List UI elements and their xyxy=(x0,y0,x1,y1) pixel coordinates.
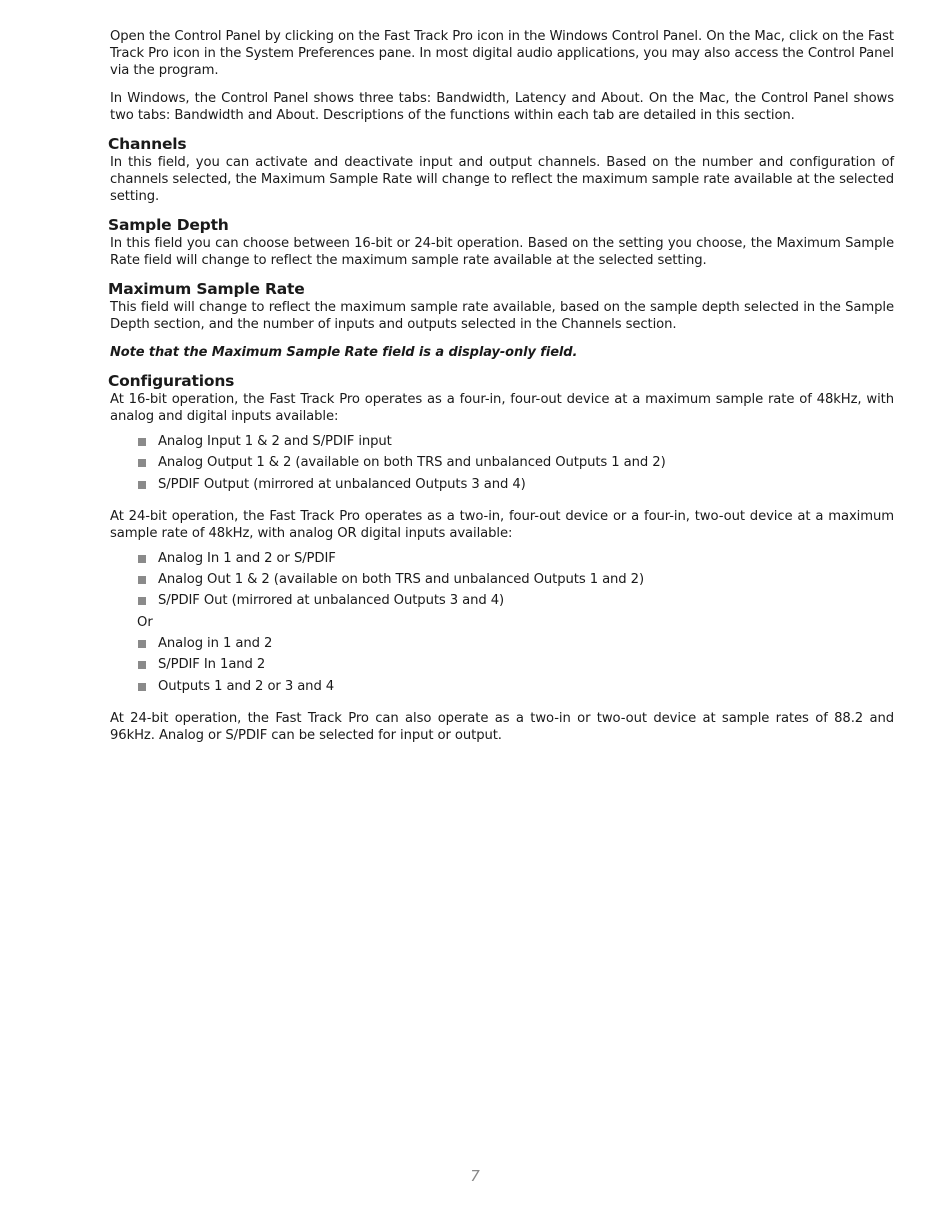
configurations-16bit-body: At 16-bit operation, the Fast Track Pro operates as a four-in, four-out device at a maximum sample rate of 48kHz, with analog and digital inputs available: xyxy=(110,392,894,424)
square-bullet-icon xyxy=(138,438,146,446)
list-item xyxy=(138,633,894,654)
list-24bit-b xyxy=(110,633,894,697)
list-item-text: Analog Output 1 & 2 (available on both TRS and unbalanced Outputs 1 and 2) xyxy=(158,455,666,471)
max-sample-rate-heading: Maximum Sample Rate xyxy=(108,280,305,298)
page-number: 7 xyxy=(470,1167,480,1185)
sample-depth-heading: Sample Depth xyxy=(108,216,229,234)
list-item-text: Outputs 1 and 2 or 3 and 4 xyxy=(158,678,335,694)
list-item-text: S/PDIF In 1and 2 xyxy=(158,657,266,673)
list-item-text: S/PDIF Out (mirrored at unbalanced Outputs 3 and 4) xyxy=(158,593,505,609)
list-item xyxy=(138,676,894,697)
page-content xyxy=(110,28,894,744)
configurations-high-rate-body: At 24-bit operation, the Fast Track Pro can also operate as a two-in or two-out device at sample rates of 88.2 and 96kHz. Analog or S/PDIF can be selected for input or output. xyxy=(110,710,894,743)
square-bullet-icon xyxy=(138,597,146,605)
square-bullet-icon xyxy=(138,640,146,648)
display-only-note: Note that the Maximum Sample Rate field is a display-only field. xyxy=(110,345,578,360)
list-16bit-block xyxy=(110,431,894,495)
list-16bit xyxy=(110,431,894,495)
configurations-24bit-body: At 24-bit operation, the Fast Track Pro operates as a two-in, four-out device or a four-in, two-out device at a maximum sample rate of 48kHz, with analog OR digital inputs available: xyxy=(110,508,894,541)
sample-depth-body: In this field you can choose between 16-bit or 24-bit operation. Based on the setting you choose, the Maximum Sample Rate field will change to reflect the maximum sample rate available at the selected setting. xyxy=(110,236,894,268)
list-item xyxy=(138,654,894,675)
list-item-text: Analog Out 1 & 2 (available on both TRS and unbalanced Outputs 1 and 2) xyxy=(158,572,645,588)
square-bullet-icon xyxy=(138,683,146,691)
configurations-heading: Configurations xyxy=(108,372,235,390)
intro-paragraph-2: In Windows, the Control Panel shows three tabs: Bandwidth, Latency and About. On the Mac, the Control Panel shows two tabs: Bandwidth and About. Descriptions of the functions within each tab are detailed in this section. xyxy=(110,91,894,123)
list-item xyxy=(138,474,894,495)
square-bullet-icon xyxy=(138,661,146,669)
list-item xyxy=(138,548,894,569)
list-24bit-block xyxy=(110,548,894,697)
list-24bit-a xyxy=(110,548,894,612)
configurations-section xyxy=(110,372,894,744)
max-sample-rate-body: This field will change to reflect the maximum sample rate available, based on the sample depth selected in the Sample Depth section, and the number of inputs and outputs selected in the Channels section. xyxy=(110,300,894,332)
or-label: Or xyxy=(137,614,153,630)
list-item-text: S/PDIF Output (mirrored at unbalanced Outputs 3 and 4) xyxy=(158,476,526,492)
list-item xyxy=(138,452,894,473)
square-bullet-icon xyxy=(138,555,146,563)
list-item-text: Analog in 1 and 2 xyxy=(158,636,273,652)
square-bullet-icon xyxy=(138,459,146,467)
list-item xyxy=(138,590,894,611)
channels-section xyxy=(110,135,894,205)
list-item-text: Analog In 1 and 2 or S/PDIF xyxy=(158,550,336,566)
intro-paragraph-1: Open the Control Panel by clicking on the Fast Track Pro icon in the Windows Control Panel. On the Mac, click on the Fast Track Pro icon in the System Preferences pane. In most digital audio applications, you may also access the Control Panel via the program. xyxy=(110,29,894,78)
square-bullet-icon xyxy=(138,481,146,489)
list-item-text: Analog Input 1 & 2 and S/PDIF input xyxy=(158,434,392,449)
square-bullet-icon xyxy=(138,576,146,584)
max-sample-rate-section xyxy=(110,280,894,361)
channels-heading: Channels xyxy=(108,135,187,153)
sample-depth-section xyxy=(110,216,894,269)
list-item xyxy=(138,569,894,590)
list-item xyxy=(138,431,894,452)
channels-body: In this field, you can activate and deactivate input and output channels. Based on the number and configuration of channels selected, the Maximum Sample Rate will change to reflect the maximum sample rate available at the selected setting. xyxy=(110,155,894,204)
